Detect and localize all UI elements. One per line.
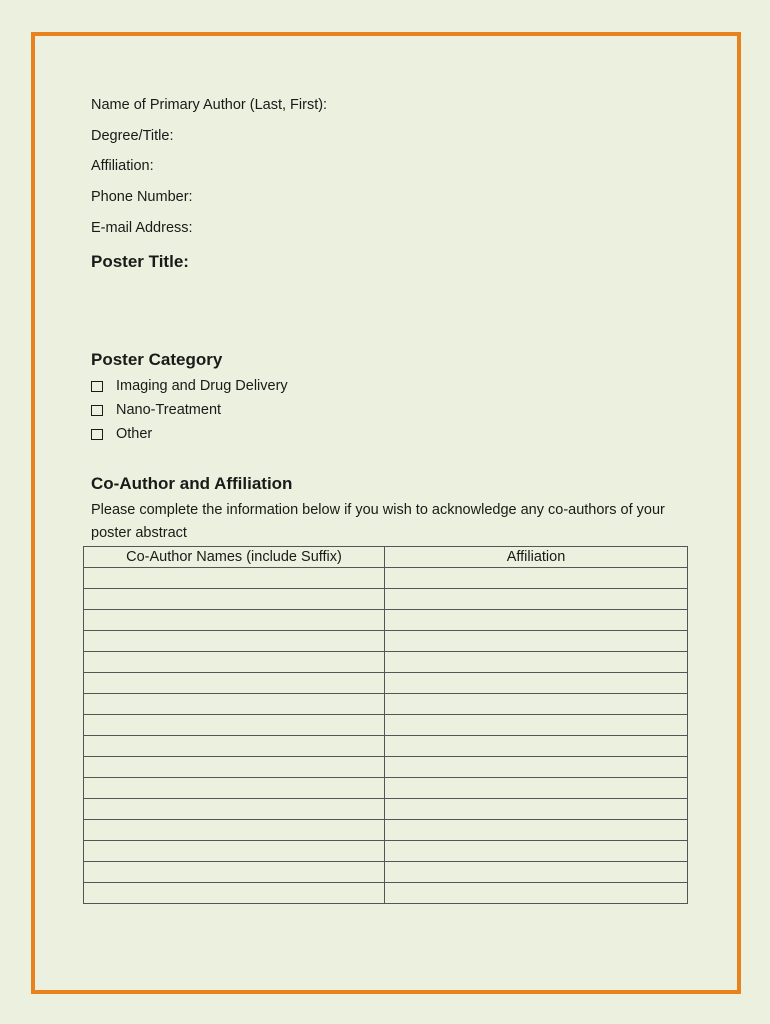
coauthor-affiliation-cell[interactable] xyxy=(385,631,688,652)
coauthor-name-cell[interactable] xyxy=(84,820,385,841)
table-row xyxy=(84,631,688,652)
coauthor-name-cell[interactable] xyxy=(84,841,385,862)
coauthor-name-cell[interactable] xyxy=(84,715,385,736)
table-row xyxy=(84,862,688,883)
coauthor-name-cell[interactable] xyxy=(84,631,385,652)
checkbox-icon[interactable] xyxy=(91,381,103,392)
coauthor-name-cell[interactable] xyxy=(84,589,385,610)
coauthor-affiliation-cell[interactable] xyxy=(385,757,688,778)
table-row xyxy=(84,652,688,673)
coauthor-name-cell[interactable] xyxy=(84,862,385,883)
coauthor-affiliation-cell[interactable] xyxy=(385,568,688,589)
coauthor-affiliation-cell[interactable] xyxy=(385,862,688,883)
coauthor-instructions: Please complete the information below if you wish to acknowledge any co-authors of your poster abstract xyxy=(91,502,665,541)
coauthor-affiliation-cell[interactable] xyxy=(385,799,688,820)
coauthor-name-cell[interactable] xyxy=(84,883,385,904)
coauthor-names-header: Co-Author Names (include Suffix) xyxy=(84,547,385,568)
coauthor-affiliation-cell[interactable] xyxy=(385,589,688,610)
coauthor-affiliation-cell[interactable] xyxy=(385,736,688,757)
table-row xyxy=(84,715,688,736)
coauthor-name-cell[interactable] xyxy=(84,694,385,715)
affiliation-label: Affiliation: xyxy=(91,158,154,174)
table-row xyxy=(84,757,688,778)
coauthor-table xyxy=(83,546,688,904)
category-option-other[interactable] xyxy=(91,425,152,443)
coauthor-name-cell[interactable] xyxy=(84,652,385,673)
category-option-nano-treatment[interactable] xyxy=(91,401,221,419)
coauthor-name-cell[interactable] xyxy=(84,568,385,589)
checkbox-icon[interactable] xyxy=(91,429,103,440)
coauthor-affiliation-cell[interactable] xyxy=(385,841,688,862)
coauthor-affiliation-cell[interactable] xyxy=(385,610,688,631)
coauthor-heading: Co-Author and Affiliation xyxy=(91,474,293,493)
email-address-label: E-mail Address: xyxy=(91,220,193,236)
coauthor-affiliation-cell[interactable] xyxy=(385,652,688,673)
coauthor-affiliation-cell[interactable] xyxy=(385,820,688,841)
table-row xyxy=(84,568,688,589)
category-option-label: Nano-Treatment xyxy=(116,402,222,418)
degree-title-label: Degree/Title: xyxy=(91,128,174,144)
category-option-imaging[interactable] xyxy=(91,377,288,395)
category-option-label: Other xyxy=(116,426,153,442)
coauthor-affiliation-cell[interactable] xyxy=(385,883,688,904)
coauthor-name-cell[interactable] xyxy=(84,673,385,694)
table-row xyxy=(84,799,688,820)
table-row xyxy=(84,694,688,715)
poster-category-heading: Poster Category xyxy=(91,350,223,369)
coauthor-name-cell[interactable] xyxy=(84,610,385,631)
coauthor-affiliation-cell[interactable] xyxy=(385,778,688,799)
phone-number-label: Phone Number: xyxy=(91,189,193,205)
table-header-row xyxy=(84,547,688,568)
coauthor-affiliation-cell[interactable] xyxy=(385,715,688,736)
table-row xyxy=(84,841,688,862)
coauthor-name-cell[interactable] xyxy=(84,778,385,799)
table-row xyxy=(84,589,688,610)
table-row xyxy=(84,673,688,694)
table-row xyxy=(84,820,688,841)
coauthor-name-cell[interactable] xyxy=(84,757,385,778)
checkbox-icon[interactable] xyxy=(91,405,103,416)
coauthor-name-cell[interactable] xyxy=(84,736,385,757)
table-row xyxy=(84,736,688,757)
table-row xyxy=(84,883,688,904)
category-option-label: Imaging and Drug Delivery xyxy=(116,378,288,394)
table-row xyxy=(84,610,688,631)
primary-author-label: Name of Primary Author (Last, First): xyxy=(91,97,328,113)
poster-title-heading: Poster Title: xyxy=(91,252,189,271)
affiliation-header: Affiliation xyxy=(385,547,688,568)
table-row xyxy=(84,778,688,799)
coauthor-affiliation-cell[interactable] xyxy=(385,673,688,694)
coauthor-affiliation-cell[interactable] xyxy=(385,694,688,715)
coauthor-name-cell[interactable] xyxy=(84,799,385,820)
